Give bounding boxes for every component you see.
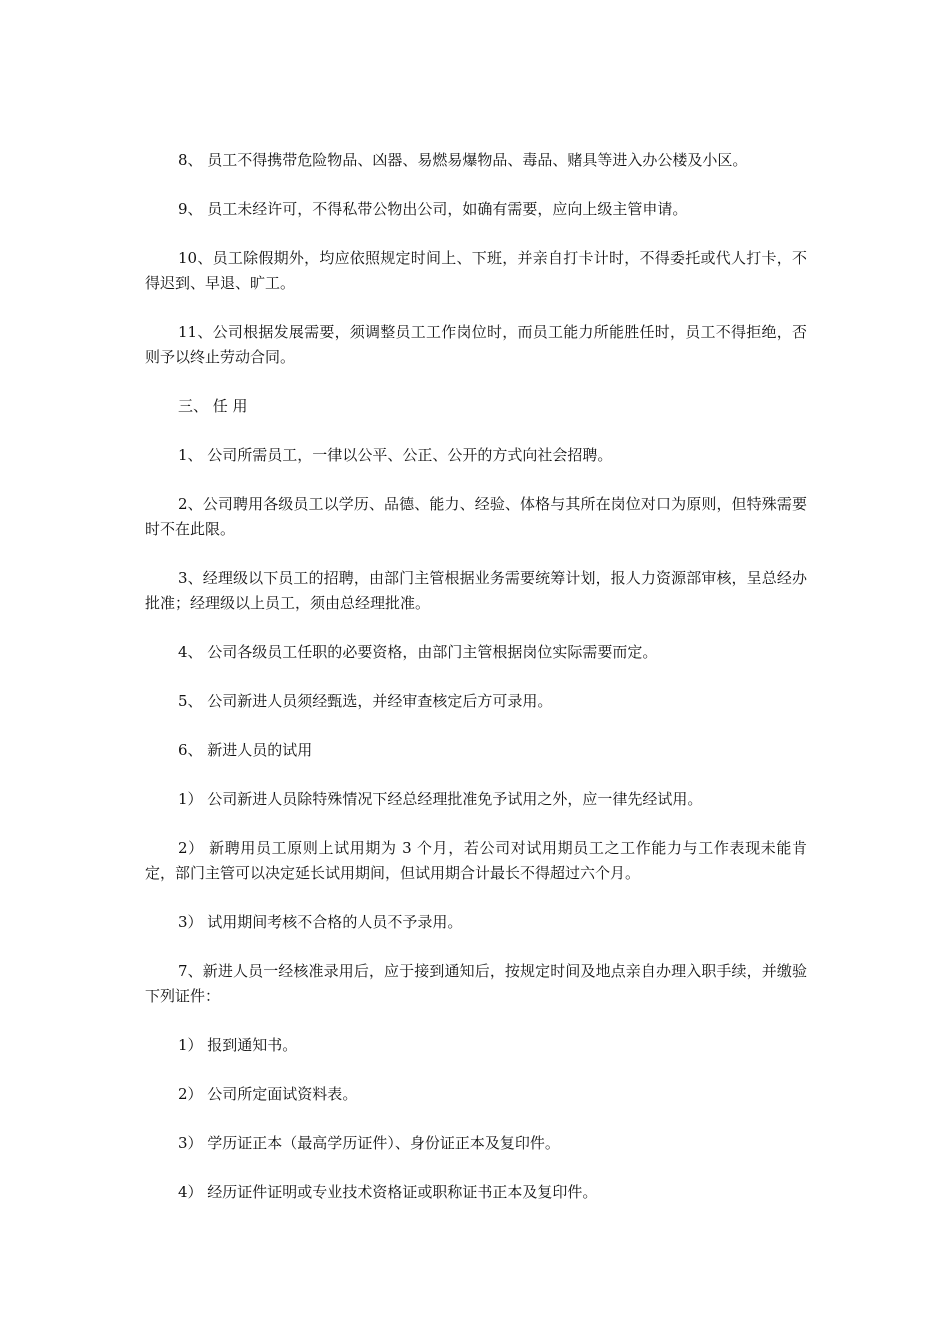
paragraph-trial-2: 2） 新聘用员工原则上试用期为 3 个月，若公司对试用期员工之工作能力与工作表现未能肯定，部门主管可以决定延长试用期间，但试用期合计最长不得超过六个月。 [145, 839, 807, 882]
paragraph-appointment-5: 5、 公司新进人员须经甄选，并经审查核定后方可录用。 [178, 692, 553, 710]
paragraph-trial-3: 3） 试用期间考核不合格的人员不予录用。 [178, 913, 463, 931]
paragraph-appointment-3: 3、经理级以下员工的招聘，由部门主管根据业务需要统筹计划，报人力资源部审核，呈总经办批准；经理级以上员工，须由总经理批准。 [145, 569, 807, 612]
paragraph-trial-1: 1） 公司新进人员除特殊情况下经总经理批准免予试用之外，应一律先经试用。 [178, 790, 703, 808]
paragraph-appointment-4: 4、 公司各级员工任职的必要资格，由部门主管根据岗位实际需要而定。 [178, 643, 658, 661]
paragraph-appointment-2: 2、公司聘用各级员工以学历、品德、能力、经验、体格与其所在岗位对口为原则，但特殊需要时不在此限。 [145, 495, 807, 538]
paragraph-document-3: 3） 学历证正本（最高学历证件）、身份证正本及复印件。 [178, 1134, 560, 1152]
paragraph-appointment-7: 7、新进人员一经核准录用后，应于接到通知后，按规定时间及地点亲自办理入职手续，并缴验下列证件： [145, 962, 807, 1005]
paragraph-appointment-6: 6、 新进人员的试用 [178, 741, 313, 759]
paragraph-document-1: 1） 报到通知书。 [178, 1036, 298, 1054]
paragraph-rule-9: 9、 员工未经许可，不得私带公物出公司，如确有需要，应向上级主管申请。 [178, 200, 688, 218]
section-heading-appointment: 三、 任 用 [178, 397, 248, 415]
paragraph-rule-8: 8、 员工不得携带危险物品、凶器、易燃易爆物品、毒品、赌具等进入办公楼及小区。 [178, 151, 748, 169]
document-page [145, 148, 807, 1229]
paragraph-appointment-1: 1、 公司所需员工，一律以公平、公正、公开的方式向社会招聘。 [178, 446, 613, 464]
paragraph-document-2: 2） 公司所定面试资料表。 [178, 1085, 358, 1103]
paragraph-document-4: 4） 经历证件证明或专业技术资格证或职称证书正本及复印件。 [178, 1183, 598, 1201]
paragraph-rule-10: 10、员工除假期外，均应依照规定时间上、下班，并亲自打卡计时，不得委托或代人打卡，不得迟到、早退、旷工。 [145, 249, 807, 292]
paragraph-rule-11: 11、公司根据发展需要，须调整员工工作岗位时，而员工能力所能胜任时，员工不得拒绝，否则予以终止劳动合同。 [145, 323, 807, 366]
